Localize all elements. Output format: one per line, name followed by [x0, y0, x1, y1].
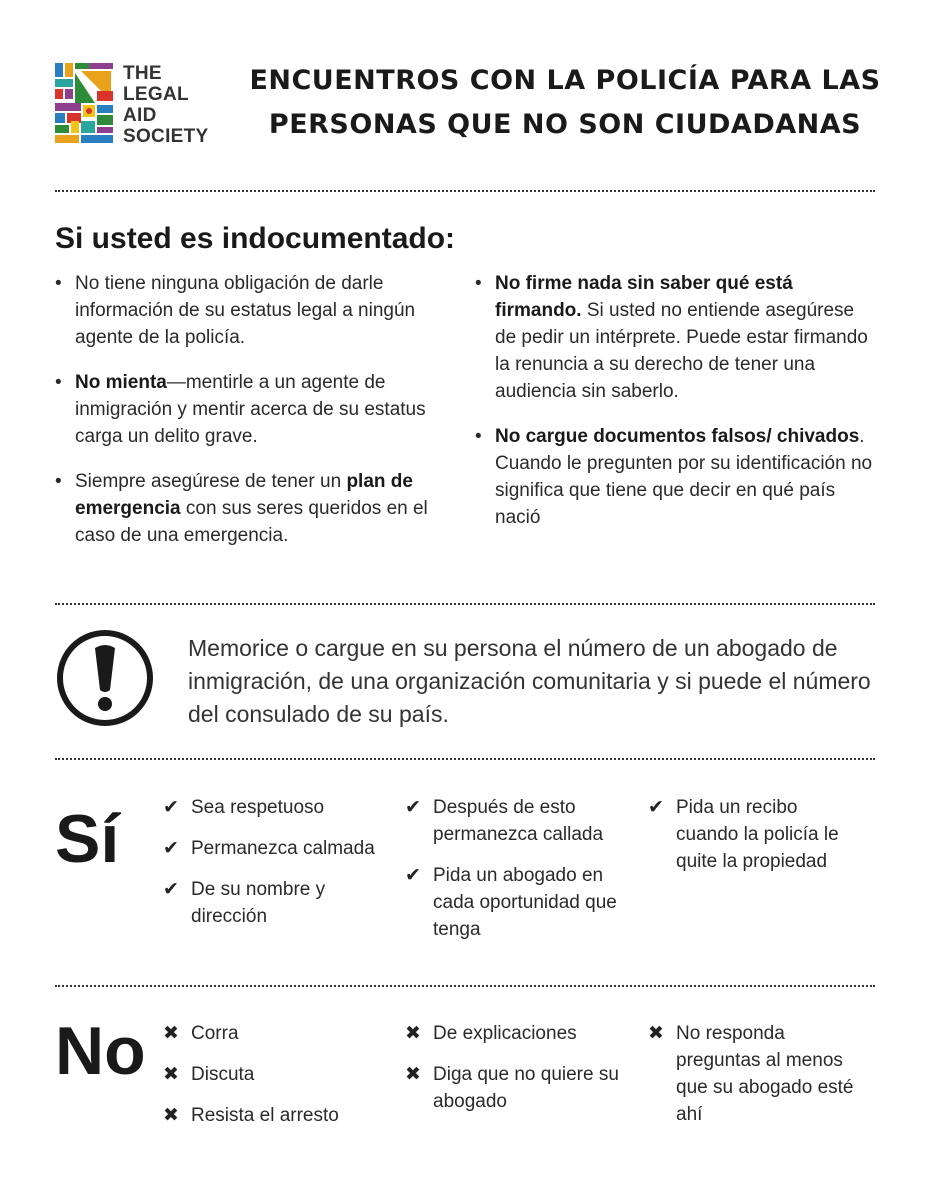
undocumented-right-column	[475, 270, 875, 549]
do-column-2	[405, 794, 635, 957]
dont-column-3	[648, 1020, 873, 1142]
logo-wordmark	[123, 63, 209, 147]
item-text: No tiene ninguna obligación de darle información de su estatus legal a ningún agente de la policía.	[75, 273, 416, 348]
checkmark-icon: ✔	[163, 879, 179, 900]
bullet-icon: •	[475, 426, 482, 447]
do-column-1	[163, 794, 383, 944]
section-heading: Si usted es indocumentado:	[55, 222, 456, 255]
bullet-icon: •	[55, 273, 62, 294]
item-bold-text: No firme nada sin saber qué está firmando.	[495, 273, 793, 321]
bullet-icon: •	[55, 471, 62, 492]
dont-item	[405, 1061, 635, 1115]
cross-icon: ✖	[163, 1023, 179, 1044]
do-item	[163, 876, 383, 930]
title-line: PERSONAS QUE NO SON CIUDADANAS	[268, 109, 862, 140]
do-item-text: De su nombre y dirección	[191, 879, 326, 927]
checkmark-icon: ✔	[163, 838, 179, 859]
logo-text-line: THE	[123, 63, 162, 84]
divider	[55, 758, 875, 760]
dont-item	[163, 1061, 383, 1088]
dont-item	[648, 1020, 873, 1128]
do-item	[163, 794, 383, 821]
dont-item-text: Diga que no quiere su abogado	[433, 1064, 619, 1112]
dont-column-2	[405, 1020, 635, 1129]
do-item	[648, 794, 863, 875]
dont-item-text: Discuta	[191, 1064, 255, 1085]
do-item-text: Sea respetuoso	[191, 797, 325, 818]
checkmark-icon: ✔	[405, 865, 421, 886]
dont-item-text: Resista el arresto	[191, 1105, 339, 1126]
item-text: . Cuando le pregunten por su identificación no significa que tiene que decir en qué país nació	[495, 426, 873, 528]
item-text: Siempre asegúrese de tener un	[75, 471, 347, 492]
cross-icon: ✖	[405, 1064, 421, 1085]
list-item	[475, 423, 875, 531]
item-text: —mentirle a un agente de inmigración y mentir acerca de su estatus carga un delito grave.	[75, 372, 426, 447]
cross-icon: ✖	[163, 1105, 179, 1126]
item-bold-text: No mienta	[75, 372, 167, 393]
do-item	[405, 794, 635, 848]
item-bold-text: plan de emergencia	[75, 471, 413, 519]
checkmark-icon: ✔	[163, 797, 179, 818]
dont-item	[405, 1020, 635, 1047]
list-item	[55, 468, 450, 549]
cross-icon: ✖	[163, 1064, 179, 1085]
alert-text: Memorice o cargue en su persona el número de un abogado de inmigración, de una organización comunitaria y si puede el número del consulado de su país.	[188, 635, 871, 727]
divider	[55, 190, 875, 192]
cross-icon: ✖	[405, 1023, 421, 1044]
do-item	[405, 862, 635, 943]
page-title	[245, 59, 885, 147]
exclamation-icon	[55, 628, 155, 728]
cross-icon: ✖	[648, 1023, 664, 1044]
dont-item-text: De explicaciones	[433, 1023, 577, 1044]
do-label: Sí	[55, 801, 120, 877]
do-column-3	[648, 794, 863, 889]
item-text: con sus seres queridos en el caso de una emergencia.	[75, 498, 428, 546]
dont-item	[163, 1020, 383, 1047]
divider	[55, 985, 875, 987]
do-item-text: Después de esto permanezca callada	[433, 797, 604, 845]
bullet-icon: •	[475, 273, 482, 294]
logo-mark-icon	[55, 63, 115, 143]
dont-column-1	[163, 1020, 383, 1143]
list-item	[55, 369, 450, 450]
checkmark-icon: ✔	[405, 797, 421, 818]
dont-item	[163, 1102, 383, 1129]
list-item	[475, 270, 875, 405]
dont-item-text: Corra	[191, 1023, 239, 1044]
do-item-text: Permanezca calmada	[191, 838, 375, 859]
logo-text-line: AID	[123, 105, 157, 126]
legal-aid-society-logo	[55, 63, 220, 148]
header	[55, 55, 881, 155]
checkmark-icon: ✔	[648, 797, 664, 818]
logo-text-line: SOCIETY	[123, 126, 209, 147]
item-text: Si usted no entiende asegúrese de pedir un intérprete. Puede estar firmando la renuncia a su derecho de tener una audiencia sin saberlo.	[495, 300, 868, 402]
do-item-text: Pida un recibo cuando la policía le quite la propiedad	[676, 797, 839, 872]
item-bold-text: No cargue documentos falsos/ chivados	[495, 426, 860, 447]
list-item	[55, 270, 450, 351]
logo-text-line: LEGAL	[123, 84, 189, 105]
bullet-icon: •	[55, 372, 62, 393]
title-line: ENCUENTROS CON LA POLICÍA PARA LAS	[249, 65, 881, 96]
do-item-text: Pida un abogado en cada oportunidad que tenga	[433, 865, 617, 940]
dont-item-text: No responda preguntas al menos que su abogado esté ahí	[676, 1023, 854, 1125]
undocumented-left-column	[55, 270, 450, 567]
dont-label: No	[55, 1013, 146, 1089]
divider	[55, 603, 875, 605]
do-item	[163, 835, 383, 862]
